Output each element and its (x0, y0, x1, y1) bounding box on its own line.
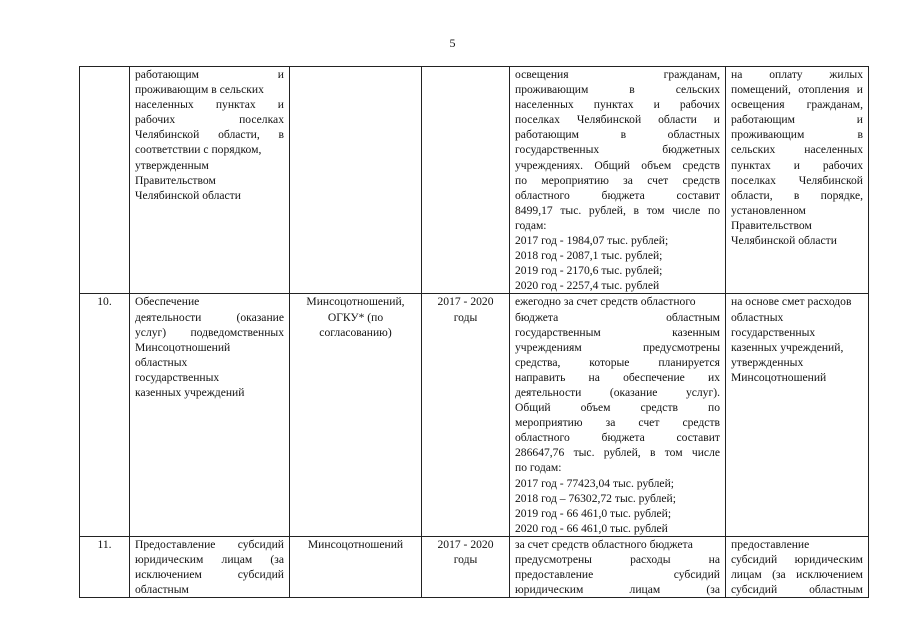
financing-line: направить на обеспечение их (515, 370, 720, 384)
financing-line: 8499,17 тыс. рублей, в том числе по (515, 203, 720, 217)
mechanism-line: на основе смет расходов (731, 295, 852, 309)
mechanism-line: освещения гражданам, (731, 98, 863, 112)
financing-line: областного бюджета составит (515, 188, 720, 202)
financing-line: предоставление субсидий (515, 568, 720, 582)
measure-cell (130, 294, 290, 537)
mechanism-line: помещений, отопления и (731, 83, 863, 97)
financing-line: учреждениям предусмотрены (515, 340, 720, 354)
financing-line: областного бюджета составит (515, 431, 720, 445)
financing-cell (510, 294, 726, 537)
measure-line: деятельности (оказание (135, 310, 284, 324)
measure-line: исключением субсидий (135, 568, 284, 582)
financing-line: 2018 год – 76302,72 тыс. рублей; (515, 491, 676, 505)
mechanism-line: области, в порядке, (731, 188, 863, 202)
financing-line: населенных пунктах и рабочих (515, 98, 720, 112)
period-cell (422, 536, 510, 597)
executor-cell (290, 67, 422, 294)
financing-cell (510, 536, 726, 597)
financing-line: за счет средств областного бюджета (515, 537, 693, 551)
period-line: годы (453, 553, 478, 566)
financing-line: поселках Челябинской области и (515, 113, 720, 127)
financing-line: деятельности (оказание услуг). (515, 385, 720, 399)
measure-line: казенных учреждений (135, 385, 245, 399)
period-line: 2017 - 2020 (437, 295, 494, 309)
financing-line: 2018 год - 2087,1 тыс. рублей; (515, 249, 663, 263)
financing-line: работающим в областных (515, 128, 720, 142)
period-line: годы (453, 310, 478, 324)
mechanism-cell (726, 536, 869, 597)
period-cell (422, 294, 510, 537)
financing-line: по мероприятию за счет средств (515, 173, 720, 187)
measure-line: Предоставление субсидий (135, 537, 284, 551)
mechanism-line: Челябинской области (731, 234, 837, 248)
financing-line: 2017 год - 77423,04 тыс. рублей; (515, 476, 675, 490)
financing-line: Общий объем средств по (515, 401, 720, 415)
measures-table (79, 66, 869, 598)
financing-line: учреждениях. Общий объем средств (515, 158, 720, 172)
row-number-cell (80, 67, 130, 294)
mechanism-line: казенных учреждений, (731, 340, 844, 354)
table-row-continuation (80, 67, 869, 294)
measure-line: Челябинской области (135, 188, 241, 202)
financing-line: предусмотрены расходы на (515, 553, 720, 566)
financing-line: юридическим лицам (за (515, 583, 720, 597)
mechanism-line: проживающим в (731, 128, 863, 142)
measure-line: населенных пунктах и (135, 98, 284, 112)
page-number: 5 (449, 36, 456, 50)
executor-line: Минсоцотношений (307, 537, 404, 551)
measure-cell (130, 67, 290, 294)
measure-line: соответствии с порядком, (135, 143, 262, 157)
executor-line: Минсоцотношений, (306, 295, 405, 309)
period-line: 2017 - 2020 (437, 537, 494, 551)
mechanism-cell (726, 67, 869, 294)
mechanism-line: субсидий юридическим (731, 553, 863, 566)
financing-line: 2017 год - 1984,07 тыс. рублей; (515, 234, 669, 248)
measure-line: юридическим лицам (за (135, 553, 284, 566)
measure-line: государственных (135, 370, 220, 384)
table-row-10 (80, 294, 869, 537)
measure-line: Минсоцотношений (135, 340, 231, 354)
mechanism-line: утвержденных (731, 355, 804, 369)
mechanism-line: областных (731, 310, 784, 324)
mechanism-cell (726, 294, 869, 537)
mechanism-line: работающим и (731, 113, 863, 127)
mechanism-line: установленном (731, 203, 806, 217)
measure-line: рабочих поселках (135, 113, 284, 127)
row-number-cell: 11. (80, 536, 130, 597)
financing-cell (510, 67, 726, 294)
executor-cell (290, 536, 422, 597)
mechanism-line: предоставление (731, 537, 810, 551)
measure-line: областным (135, 583, 189, 597)
financing-line: проживающим в сельских (515, 83, 720, 97)
financing-line: средства, которые планируется (515, 355, 720, 369)
financing-line: по годам: (515, 461, 562, 475)
financing-line: 2019 год - 66 461,0 тыс. рублей; (515, 506, 672, 520)
measure-cell (130, 536, 290, 597)
financing-line: годам: (515, 218, 547, 232)
financing-line: 2019 год - 2170,6 тыс. рублей; (515, 264, 663, 278)
financing-line: ежегодно за счет средств областного (515, 295, 696, 309)
financing-line: 2020 год - 2257,4 тыс. рублей (515, 279, 660, 293)
financing-line: государственным казенным (515, 325, 720, 339)
executor-cell (290, 294, 422, 537)
measure-line: областных (135, 355, 188, 369)
mechanism-line: Правительством (731, 218, 812, 232)
measure-line: Правительством (135, 173, 216, 187)
measure-line: Обеспечение (135, 295, 200, 309)
executor-line: согласованию) (319, 325, 392, 339)
table-row-11 (80, 536, 869, 597)
period-cell (422, 67, 510, 294)
measure-line: Челябинской области, в (135, 128, 284, 142)
measure-line: проживающим в сельских (135, 83, 264, 97)
mechanism-line: государственных (731, 325, 816, 339)
mechanism-line: поселках Челябинской (731, 173, 863, 187)
executor-line: ОГКУ* (по (327, 310, 384, 324)
row-number-cell: 10. (80, 294, 130, 537)
financing-line: освещения гражданам, (515, 68, 720, 81)
mechanism-line: субсидий областным (731, 583, 863, 597)
mechanism-line: на оплату жилых (731, 68, 863, 81)
measure-line: работающим и (135, 68, 284, 81)
mechanism-line: пунктах и рабочих (731, 158, 863, 172)
mechanism-line: сельских населенных (731, 143, 863, 157)
financing-line: 2020 год - 66 461,0 тыс. рублей (515, 521, 668, 535)
financing-line: 286647,76 тыс. рублей, в том числе (515, 446, 720, 460)
mechanism-line: лицам (за исключением (731, 568, 863, 582)
financing-line: мероприятию за счет средств (515, 416, 720, 430)
financing-line: государственных бюджетных (515, 143, 720, 157)
financing-line: бюджета областным (515, 310, 720, 324)
measure-line: услуг) подведомственных (135, 325, 284, 339)
mechanism-line: Минсоцотношений (731, 370, 827, 384)
measure-line: утвержденным (135, 158, 209, 172)
